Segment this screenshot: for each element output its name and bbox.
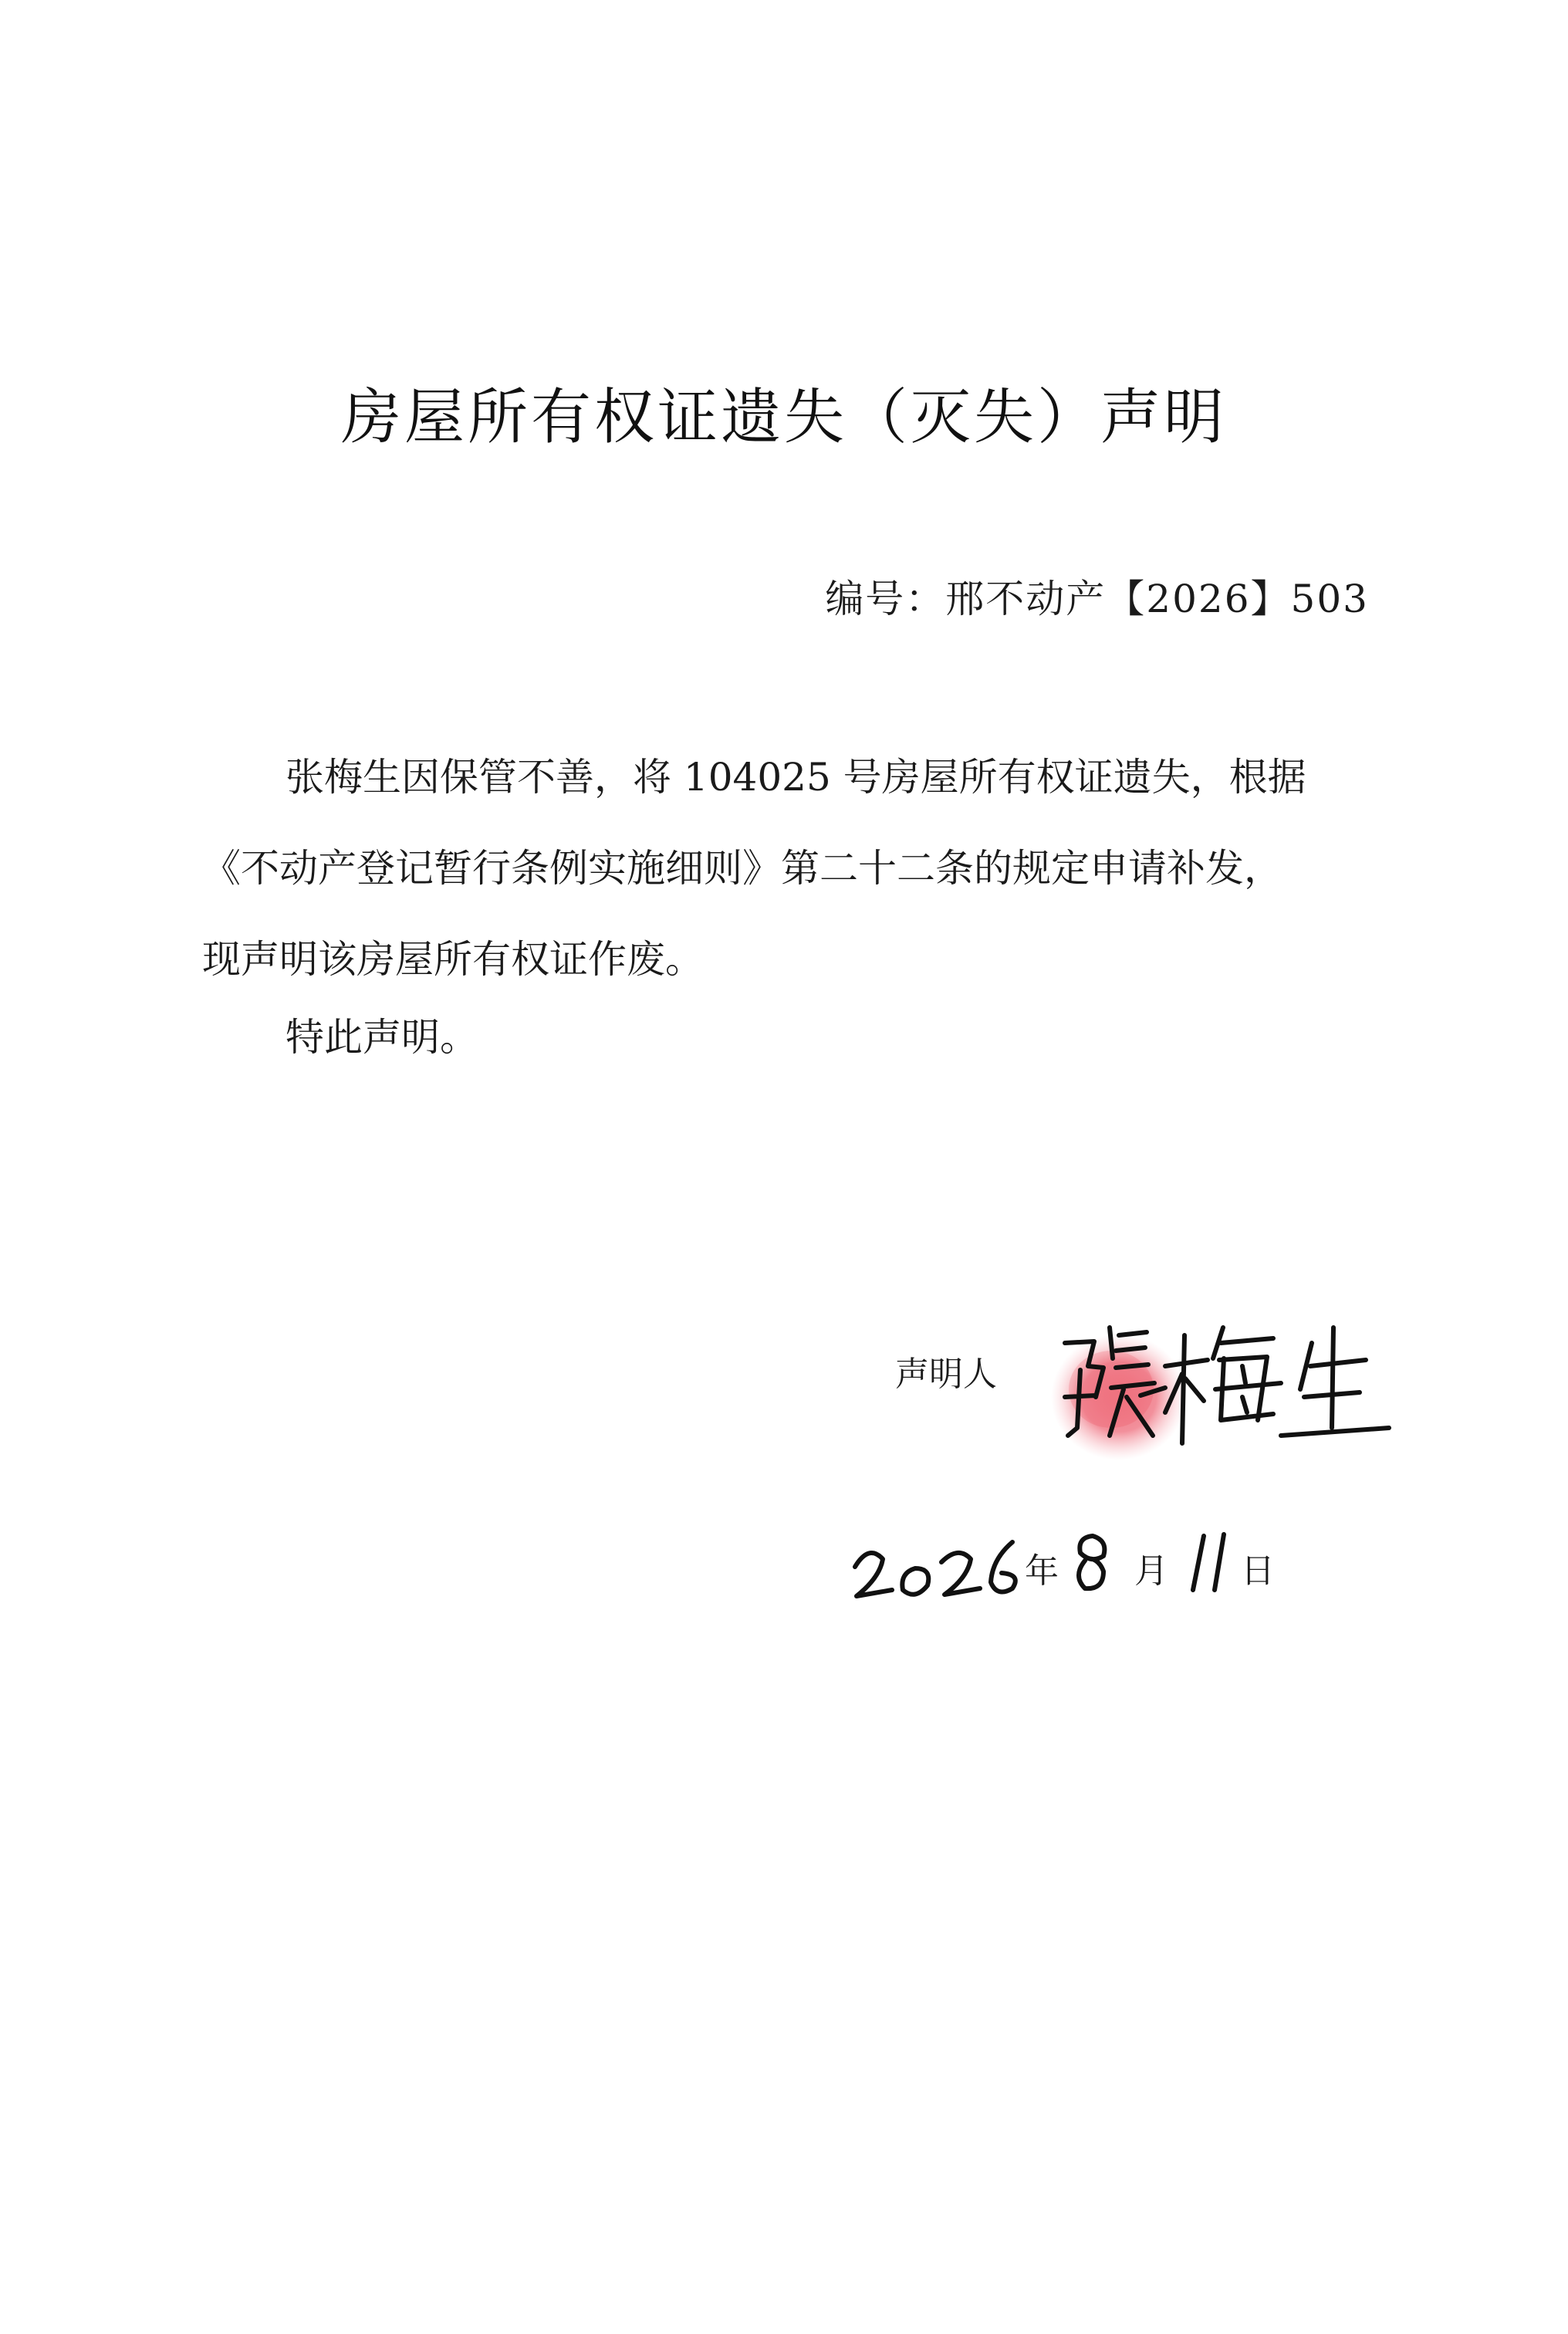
paragraph-line-3: 现声明该房屋所有权证作废。 bbox=[202, 937, 704, 982]
handwritten-signature bbox=[1065, 1328, 1389, 1443]
day-unit: 日 bbox=[1241, 1551, 1275, 1591]
statement-body bbox=[202, 732, 1375, 1005]
paragraph-line-2: 《不动产登记暂行条例实施细则》第二十二条的规定申请补发， bbox=[202, 846, 1282, 891]
signature-with-fingerprint bbox=[1049, 1312, 1420, 1466]
signer-block bbox=[895, 1312, 1389, 1482]
document-number: 编号：邢不动产【2026】503 bbox=[825, 577, 1369, 621]
date-block bbox=[849, 1505, 1327, 1613]
year-unit: 年 bbox=[1025, 1551, 1059, 1591]
handwritten-date bbox=[849, 1505, 1327, 1613]
signature-text bbox=[895, 1312, 896, 1313]
statement-paragraph bbox=[202, 732, 1375, 1005]
month-unit: 月 bbox=[1134, 1551, 1168, 1591]
closing-remark: 特此声明。 bbox=[286, 1015, 478, 1060]
paragraph-line-1: 张梅生因保管不善，将 104025 号房屋所有权证遗失，根据 bbox=[286, 755, 1306, 800]
document-title: 房屋所有权证遗失（灭失）声明 bbox=[340, 383, 1227, 452]
signer-label: 声明人 bbox=[895, 1355, 997, 1394]
